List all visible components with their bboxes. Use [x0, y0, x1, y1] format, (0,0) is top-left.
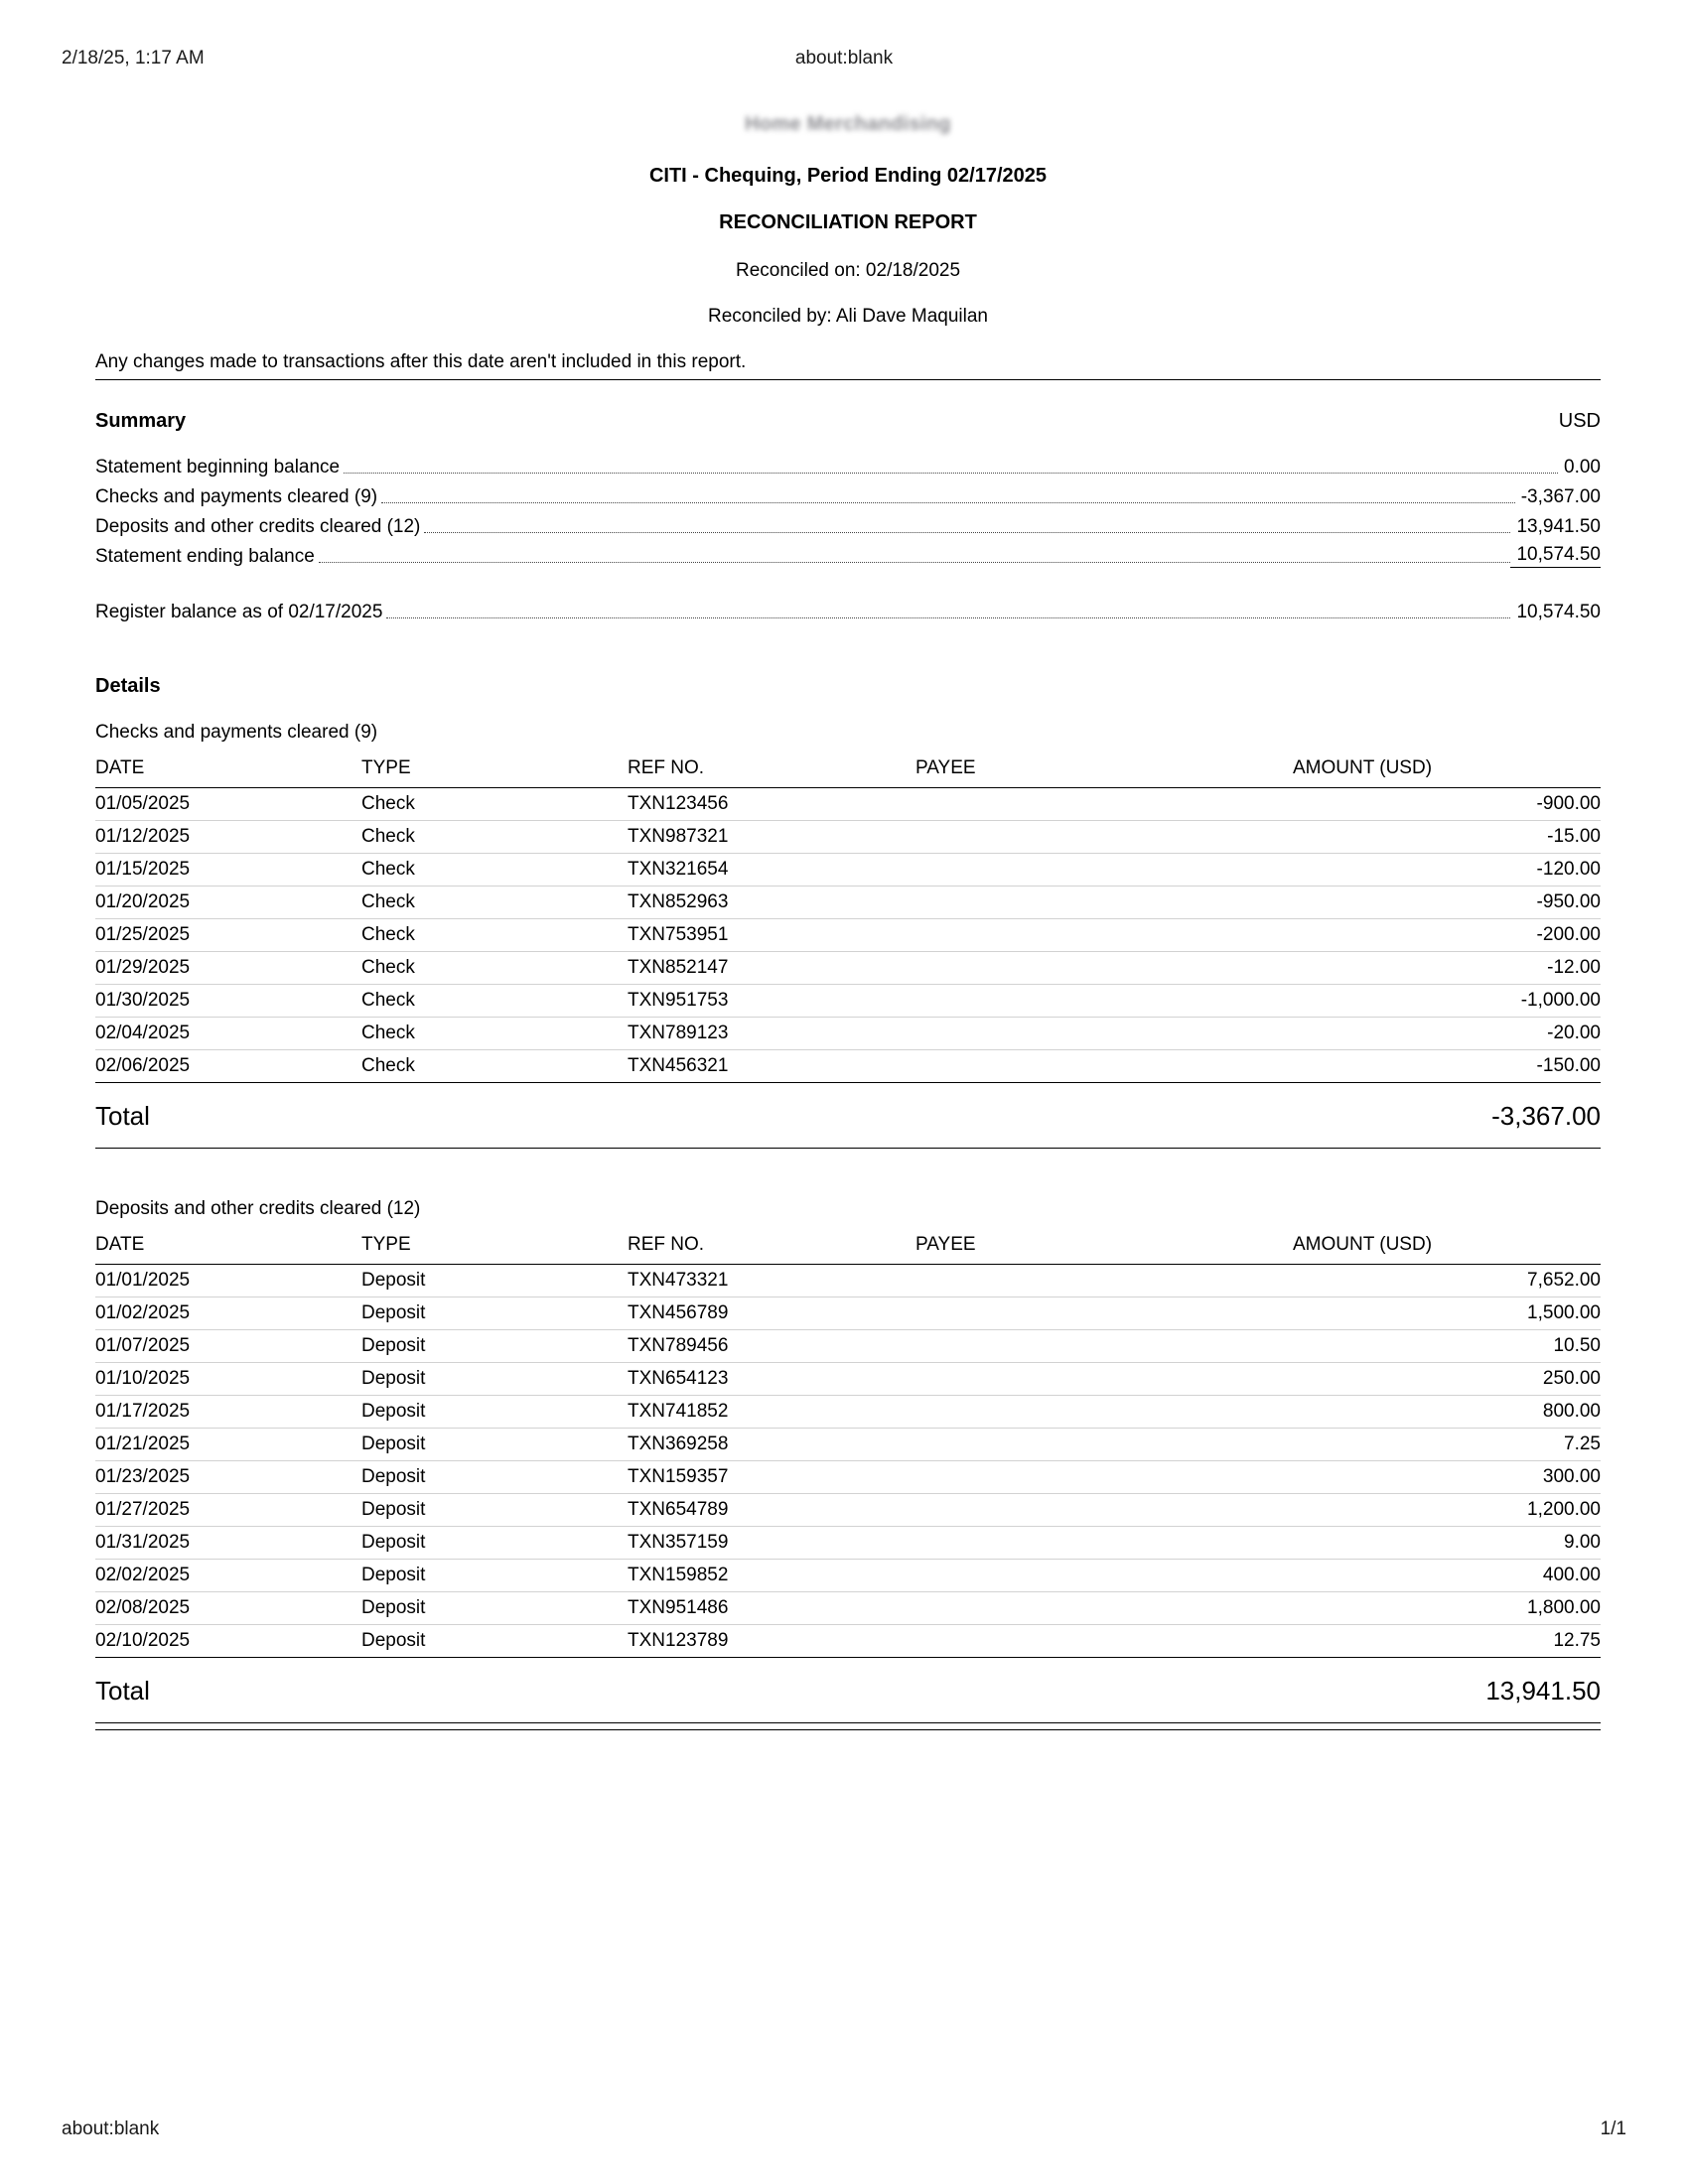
report-title: RECONCILIATION REPORT [719, 211, 977, 233]
cell-type: Deposit [361, 1560, 628, 1592]
summary-row [95, 478, 1601, 508]
table-row [95, 821, 1601, 854]
cell-amount: 10.50 [1293, 1330, 1601, 1363]
cell-ref: TXN753951 [628, 919, 915, 952]
cell-amount: 12.75 [1293, 1625, 1601, 1658]
cell-date: 02/06/2025 [95, 1050, 361, 1083]
table-row [95, 1265, 1601, 1297]
cell-ref: TXN159357 [628, 1461, 915, 1494]
cell-payee [915, 1429, 1293, 1461]
summary-row-value: 0.00 [1564, 457, 1601, 478]
cell-amount: 7.25 [1293, 1429, 1601, 1461]
table-row [95, 985, 1601, 1018]
cell-type: Deposit [361, 1429, 628, 1461]
cell-payee [915, 1363, 1293, 1396]
summary-header [95, 410, 1601, 433]
cell-date: 01/25/2025 [95, 919, 361, 952]
checks-total-row [95, 1083, 1601, 1149]
group-caption: Deposits and other credits cleared (12) [95, 1198, 421, 1219]
details-heading: Details [95, 675, 161, 697]
table-row [95, 1050, 1601, 1083]
table-row [95, 1494, 1601, 1527]
cell-ref: TXN123456 [628, 788, 915, 821]
cell-type: Check [361, 1050, 628, 1083]
cell-amount: 400.00 [1293, 1560, 1601, 1592]
checks-table [95, 753, 1601, 1083]
cell-ref: TXN789456 [628, 1330, 915, 1363]
cell-payee [915, 952, 1293, 985]
summary-row-label: Statement beginning balance [95, 457, 341, 478]
cell-type: Check [361, 854, 628, 887]
report-body [95, 113, 1601, 1730]
cell-date: 01/02/2025 [95, 1297, 361, 1330]
cell-payee [915, 821, 1293, 854]
account-period-line: CITI - Chequing, Period Ending 02/17/2025 [648, 165, 1048, 187]
cell-amount: -200.00 [1293, 919, 1601, 952]
footer-page-number: 1/1 [1600, 2118, 1626, 2139]
disclaimer-note: Any changes made to transactions after this date aren't included in this report. [95, 351, 1601, 380]
cell-date: 02/02/2025 [95, 1560, 361, 1592]
cell-type: Check [361, 788, 628, 821]
cell-date: 01/12/2025 [95, 821, 361, 854]
summary-row [95, 449, 1601, 478]
summary-currency: USD [1558, 410, 1601, 432]
table-header-row [95, 753, 1601, 788]
summary-heading: Summary [95, 410, 187, 432]
group-spacer [95, 1149, 1601, 1186]
cell-ref: TXN159852 [628, 1560, 915, 1592]
cell-amount: -120.00 [1293, 854, 1601, 887]
table-row [95, 1396, 1601, 1429]
footer-url: about:blank [62, 2118, 160, 2139]
cell-ref: TXN123789 [628, 1625, 915, 1658]
register-balance-value: 10,574.50 [1516, 602, 1601, 622]
cell-date: 01/27/2025 [95, 1494, 361, 1527]
column-header-payee: PAYEE [915, 753, 1293, 788]
cell-type: Check [361, 821, 628, 854]
column-header-type: TYPE [361, 753, 628, 788]
cell-ref: TXN987321 [628, 821, 915, 854]
cell-type: Deposit [361, 1527, 628, 1560]
summary-row-label: Deposits and other credits cleared (12) [95, 516, 421, 537]
column-header-date: DATE [95, 1230, 361, 1265]
column-header-amount: AMOUNT (USD) [1293, 753, 1601, 788]
cell-ref: TXN852963 [628, 887, 915, 919]
print-page-url: about:blank [794, 48, 894, 68]
total-label: Total [95, 1676, 150, 1706]
column-header-ref: REF NO. [628, 753, 915, 788]
cell-payee [915, 1330, 1293, 1363]
cell-payee [915, 919, 1293, 952]
column-header-ref: REF NO. [628, 1230, 915, 1265]
cell-payee [915, 1265, 1293, 1297]
cell-payee [915, 887, 1293, 919]
leader-dots [424, 531, 1510, 533]
cell-ref: TXN321654 [628, 854, 915, 887]
table-row [95, 1429, 1601, 1461]
deposits-table [95, 1230, 1601, 1658]
cell-payee [915, 854, 1293, 887]
cell-type: Deposit [361, 1363, 628, 1396]
cell-amount: 1,200.00 [1293, 1494, 1601, 1527]
total-label: Total [95, 1101, 150, 1131]
cell-type: Deposit [361, 1265, 628, 1297]
table-row [95, 887, 1601, 919]
column-header-date: DATE [95, 753, 361, 788]
cell-ref: TXN951753 [628, 985, 915, 1018]
company-name: Home Merchandising [745, 113, 951, 135]
total-value: 13,941.50 [1485, 1676, 1601, 1706]
cell-type: Check [361, 1018, 628, 1050]
cell-type: Check [361, 952, 628, 985]
summary-spacer [95, 568, 1601, 594]
cell-type: Deposit [361, 1461, 628, 1494]
report-end-rule [95, 1729, 1601, 1730]
table-row [95, 1527, 1601, 1560]
cell-ref: TXN456321 [628, 1050, 915, 1083]
cell-payee [915, 1396, 1293, 1429]
cell-amount: -900.00 [1293, 788, 1601, 821]
cell-date: 01/29/2025 [95, 952, 361, 985]
cell-date: 01/07/2025 [95, 1330, 361, 1363]
cell-ref: TXN654123 [628, 1363, 915, 1396]
cell-date: 02/04/2025 [95, 1018, 361, 1050]
table-row [95, 1330, 1601, 1363]
cell-type: Deposit [361, 1396, 628, 1429]
cell-ref: TXN741852 [628, 1396, 915, 1429]
cell-date: 01/20/2025 [95, 887, 361, 919]
cell-payee [915, 1625, 1293, 1658]
table-row [95, 1363, 1601, 1396]
cell-type: Deposit [361, 1297, 628, 1330]
table-row [95, 952, 1601, 985]
cell-amount: 300.00 [1293, 1461, 1601, 1494]
print-footer [62, 2118, 1626, 2140]
summary-row-label: Statement ending balance [95, 546, 315, 567]
cell-date: 01/05/2025 [95, 788, 361, 821]
cell-payee [915, 1494, 1293, 1527]
cell-date: 01/21/2025 [95, 1429, 361, 1461]
cell-date: 01/17/2025 [95, 1396, 361, 1429]
cell-date: 01/23/2025 [95, 1461, 361, 1494]
cell-type: Deposit [361, 1625, 628, 1658]
cell-date: 01/15/2025 [95, 854, 361, 887]
cell-type: Deposit [361, 1592, 628, 1625]
cell-ref: TXN852147 [628, 952, 915, 985]
cell-ref: TXN789123 [628, 1018, 915, 1050]
cell-date: 01/01/2025 [95, 1265, 361, 1297]
cell-payee [915, 1592, 1293, 1625]
leader-dots [381, 501, 1515, 503]
cell-date: 02/10/2025 [95, 1625, 361, 1658]
table-row [95, 1560, 1601, 1592]
deposits-total-row [95, 1658, 1601, 1723]
table-row [95, 1461, 1601, 1494]
table-row [95, 919, 1601, 952]
cell-type: Deposit [361, 1494, 628, 1527]
cell-ref: TXN357159 [628, 1527, 915, 1560]
cell-amount: -150.00 [1293, 1050, 1601, 1083]
cell-payee [915, 1560, 1293, 1592]
summary-row [95, 538, 1601, 568]
summary-row-value: -3,367.00 [1520, 486, 1601, 507]
summary-row-value: 10,574.50 [1510, 544, 1601, 568]
table-row [95, 854, 1601, 887]
summary-rows [95, 449, 1601, 623]
summary-row [95, 508, 1601, 538]
cell-type: Check [361, 887, 628, 919]
print-header [62, 48, 1626, 73]
cell-type: Deposit [361, 1330, 628, 1363]
table-row [95, 1018, 1601, 1050]
reconciled-by: Reconciled by: Ali Dave Maquilan [708, 306, 988, 327]
table-header-row [95, 1230, 1601, 1265]
cell-amount: 1,500.00 [1293, 1297, 1601, 1330]
cell-ref: TXN456789 [628, 1297, 915, 1330]
cell-ref: TXN951486 [628, 1592, 915, 1625]
cell-amount: -950.00 [1293, 887, 1601, 919]
cell-date: 01/10/2025 [95, 1363, 361, 1396]
cell-date: 01/30/2025 [95, 985, 361, 1018]
cell-payee [915, 985, 1293, 1018]
column-header-payee: PAYEE [915, 1230, 1293, 1265]
total-value: -3,367.00 [1491, 1101, 1601, 1131]
register-balance-row [95, 594, 1601, 623]
cell-payee [915, 1018, 1293, 1050]
cell-ref: TXN473321 [628, 1265, 915, 1297]
print-timestamp: 2/18/25, 1:17 AM [62, 48, 205, 68]
cell-amount: 9.00 [1293, 1527, 1601, 1560]
cell-amount: 1,800.00 [1293, 1592, 1601, 1625]
cell-amount: -12.00 [1293, 952, 1601, 985]
cell-type: Check [361, 919, 628, 952]
reconciled-on: Reconciled on: 02/18/2025 [735, 260, 961, 281]
summary-row-label: Checks and payments cleared (9) [95, 486, 378, 507]
cell-date: 02/08/2025 [95, 1592, 361, 1625]
leader-dots [344, 472, 1558, 474]
cell-amount: 250.00 [1293, 1363, 1601, 1396]
column-header-type: TYPE [361, 1230, 628, 1265]
cell-ref: TXN654789 [628, 1494, 915, 1527]
cell-date: 01/31/2025 [95, 1527, 361, 1560]
cell-amount: -15.00 [1293, 821, 1601, 854]
cell-amount: 800.00 [1293, 1396, 1601, 1429]
cell-amount: 7,652.00 [1293, 1265, 1601, 1297]
leader-dots [386, 616, 1510, 618]
cell-payee [915, 788, 1293, 821]
cell-amount: -1,000.00 [1293, 985, 1601, 1018]
column-header-amount: AMOUNT (USD) [1293, 1230, 1601, 1265]
cell-amount: -20.00 [1293, 1018, 1601, 1050]
leader-dots [319, 561, 1511, 563]
summary-row-value: 13,941.50 [1516, 516, 1601, 537]
register-balance-label: Register balance as of 02/17/2025 [95, 602, 383, 622]
cell-payee [915, 1527, 1293, 1560]
cell-ref: TXN369258 [628, 1429, 915, 1461]
cell-payee [915, 1297, 1293, 1330]
table-row [95, 788, 1601, 821]
table-row [95, 1297, 1601, 1330]
group-caption: Checks and payments cleared (9) [95, 722, 378, 743]
cell-payee [915, 1461, 1293, 1494]
cell-payee [915, 1050, 1293, 1083]
table-row [95, 1625, 1601, 1658]
table-row [95, 1592, 1601, 1625]
cell-type: Check [361, 985, 628, 1018]
